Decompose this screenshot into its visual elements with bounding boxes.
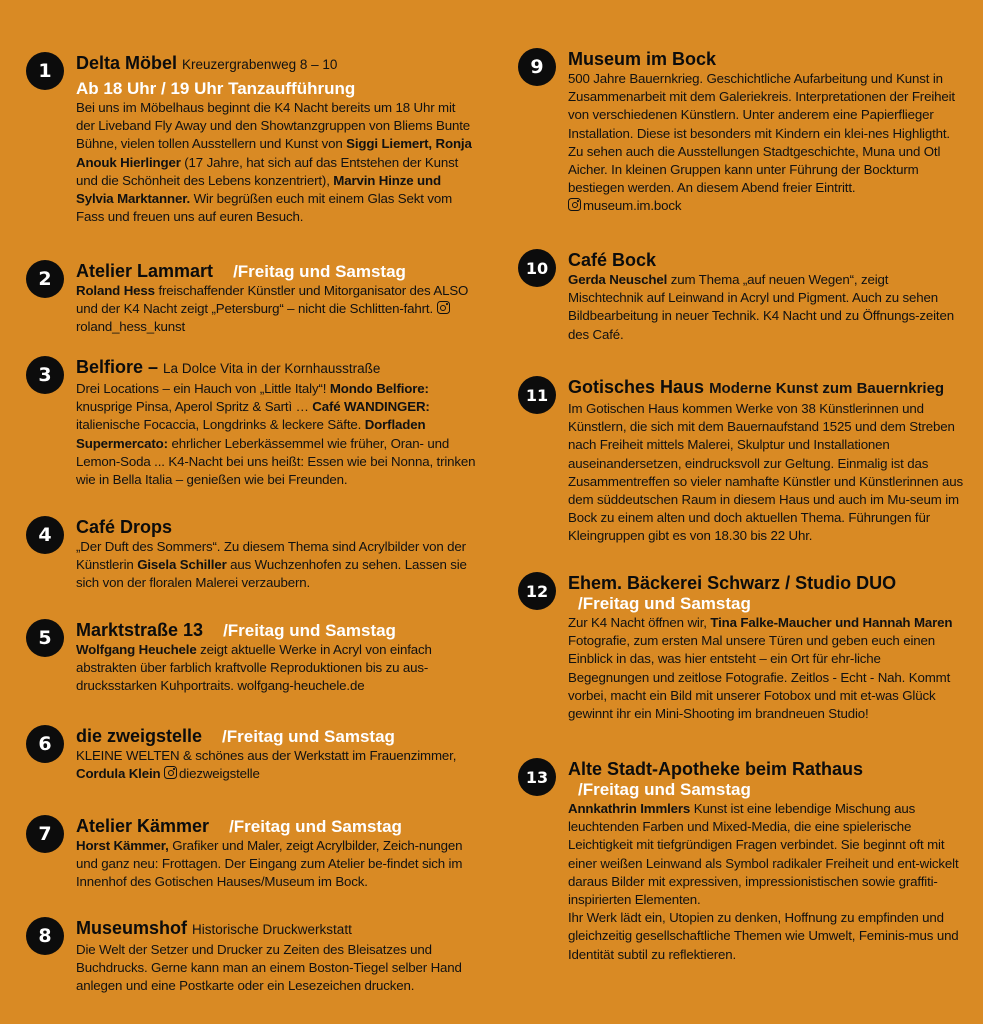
number-badge: 6 [26,725,64,763]
venue-title: Atelier Kämmer [76,816,210,836]
venue-subtitle: Moderne Kunst zum Bauernkrieg [709,380,945,397]
text: Ihr Werk lädt ein, Utopien zu denken, Hoffnung zu empfinden und gleichzeitig gesellschaftliche Themen wie Umwelt, Feminis-mus und Identität subtil zu reflektieren. [568,910,959,962]
venue-description [568,271,964,344]
venue-title: Marktstraße 13 [76,620,204,640]
text: Bei uns im Möbelhaus beginnt die K4 Nacht bereits um 18 Uhr mit der Liveband Fly Away und den Showtanzgruppen von Bliems Bunte Bühne, vielen tollen Ausstellern und Kunst von [76,100,471,152]
number-badge: 3 [26,356,64,394]
venue-description [76,837,476,892]
venue-heading [76,619,476,641]
venue-2 [38,260,476,337]
venue-9 [530,48,964,216]
venue-heading [76,725,476,747]
text: KLEINE WELTEN & schönes aus der Werkstatt im Frauenzimmer, [76,748,457,763]
text: 500 Jahre Bauernkrieg. Geschichtliche Aufarbeitung und Kunst in Zusammenarbeit mit dem Galeriekreis. Interpretationen der Freiheit von verschiedenen Künstlern. Unter anderem eine Papierflieger Installation. Diese ist besonders mit Kindern ein klei-nes Highligtht. Zu sehen auch die Ausstellungen Stadtgeschichte, Muna und Otl Aicher. In kleinen Gruppen kann unter Führung der Bockturm bestiegen werden. An diesem Abend freier Eintritt. [568,71,955,196]
venue-description [568,70,964,216]
venue-8 [38,917,476,996]
text: Grafiker und Maler, zeigt Acrylbilder, Zeich-nungen und ganz neu: Frottagen. Der Eingang zum Atelier be-findet sich im Innenhof des Gotischen Hauses/Museum im Bock. [76,838,463,890]
venue-heading [568,572,964,594]
venue-6 [38,725,476,783]
artist-name: Horst Kämmer, [76,838,169,853]
text: italienische Focaccia, Longdrinks & leckere Säfte. [76,417,365,433]
instagram-handle[interactable]: diezweigstelle [179,766,260,782]
venue-title: Ehem. Bäckerei Schwarz / Studio DUO [568,573,897,593]
venue-subtitle: Historische Druckwerkstatt [192,922,352,937]
venue-1 [38,52,476,226]
venue-description [76,538,476,593]
venue-title: Café Bock [568,250,657,270]
venue-title: Gotisches Haus [568,377,705,397]
venue-heading [76,516,476,538]
number-badge: 4 [26,516,64,554]
text: Im Gotischen Haus kommen Werke von 38 Künstlerinnen und Künstlern, die sich mit dem Bauernaufstand 1525 und dem Streben nach Freiheit mittels Malerei, Skulptur und Installationen auseinandersetzen, eindrucksvoll zur Geltung. Einmalig ist das Zusammentreffen so vieler namhafte Künstler und Künstlerinnen aus dem süddeutschen Raum in diesem Haus und auch im Mu-seum im Bock zu einem alten und doch aktuellen Thema. Führungen für Kleingruppen gibt es von 18.30 bis 22 Uhr. [568,401,964,544]
location-name: Café WANDINGER: [312,399,430,415]
number-badge: 10 [518,249,556,287]
text: Zur K4 Nacht öffnen wir, [568,615,711,630]
venue-tag: /Freitag und Samstag [578,780,751,799]
venue-12 [525,572,964,723]
venue-title: die zweigstelle [76,726,203,746]
location-name: Dorfladen Supermercato: [76,417,426,451]
number-badge: 2 [26,260,64,298]
venue-title: Belfiore – [76,357,159,377]
venue-7 [38,815,476,892]
text: zeigt aktuelle Werke in Acryl von einfach abstrakten über farblich kraftvolle Reproduktionen bis zu aus-drucksstarken Kuhportraits. wolfgang-heuchele.de [76,642,432,694]
text: knusprige Pinsa, Aperol Spritz & Sartì … [76,399,313,415]
number-badge: 7 [26,815,64,853]
venue-title: Atelier Lammart [76,261,214,281]
venue-address: Kreuzergrabenweg 8 – 10 [182,57,338,72]
text: Die Welt der Setzer und Drucker zu Zeiten des Bleisatzes und Buchdrucks. Gerne kann man an einem Boston-Tiegel selber Hand anlegen und eine Postkarte oder ein Lesezeichen drucken. [76,942,462,994]
number-badge: 13 [518,758,556,796]
venue-description [568,400,964,546]
venue-title: Alte Stadt-Apotheke beim Rathaus [568,759,864,779]
instagram-handle[interactable]: roland_hess_kunst [76,319,186,335]
text: zum Thema „auf neuen Wegen“, zeigt Mischtechnik auf Leinwand in Acryl und Pigment. Auch zu sehen Bildbearbeitung in neuer Technik. K4 Nacht und zu Öffnungs-zeiten des Café. [568,272,954,342]
venue-tag: /Freitag und Samstag [223,621,396,640]
venue-heading [76,917,476,941]
instagram-icon [568,198,581,211]
artist-name: Gerda Neuschel [568,272,668,287]
venue-description [76,282,476,337]
venue-tag: Ab 18 Uhr / 19 Uhr Tanzaufführung [76,79,356,98]
artist-names: Siggi Liemert, Ronja Anouk Hierlinger [76,136,472,170]
venue-heading [568,48,964,70]
text: Kunst ist eine lebendige Mischung aus leuchtenden Farben und Mixed-Media, die eine spielerische Leichtigkeit mit tiefgründigen Fragen verbindet. Sie beginnt oft mit einer weißen Leinwand als Symbol radikaler Freiheit und ent-wickelt daraus Bilder mit expressiven, impressionistischen sowie graffiti-inspirierten Elementen. [568,801,959,908]
venue-heading [76,260,476,282]
venue-title: Museumshof [76,918,188,938]
instagram-icon [437,301,450,314]
venue-heading [76,356,476,380]
artist-name: Gisela Schiller [137,557,227,573]
venue-description [76,941,476,996]
artist-name: Wolfgang Heuchele [76,642,197,657]
instagram-line [568,197,964,215]
text: (17 Jahre, hat sich auf das Entstehen der Kunst und die Schönheit des Lebens konzentriert), [76,154,459,188]
artist-name: Annkathrin Immlers [568,801,691,816]
venue-title: Museum im Bock [568,49,717,69]
venue-tag: /Freitag und Samstag [233,262,406,281]
venue-10 [525,249,964,344]
text: Wir begrüßen euch mit einem Glas Sekt vom Fass und freuen uns auf euren Besuch. [76,191,453,225]
number-badge: 9 [518,48,556,86]
artist-names: Marvin Hinze und Sylvia Marktanner. [76,172,441,207]
venue-4 [38,516,476,593]
venue-tag: /Freitag und Samstag [229,817,402,836]
venue-description [568,614,964,723]
number-badge: 5 [26,619,64,657]
number-badge: 8 [26,917,64,955]
venue-13 [525,758,964,964]
number-badge: 12 [518,572,556,610]
venue-heading [568,376,964,400]
venue-description [76,380,476,489]
venue-heading [76,52,476,76]
location-name: Mondo Belfiore: [329,381,429,396]
venue-description [76,641,476,696]
text: Drei Locations – ein Hauch von „Little Italy“! [76,381,330,396]
venue-tag: /Freitag und Samstag [578,594,751,613]
venue-description [76,747,476,783]
text: Fotografie, zum ersten Mal unsere Türen und geben euch einen Einblick in das, was hier entsteht – ein Ort für ehr-liche Begegnungen und zeitlose Fotografie. Zeitlos - Echt - Nah. Kommt vorbei, macht ein Bild mit unserer Fotobox und mit et-was Glück gewinnt ihr ein Mini-Shooting im brandneuen Studio! [568,633,951,722]
instagram-handle[interactable]: museum.im.bock [583,198,682,214]
venue-heading [568,249,964,271]
venue-5 [38,619,476,696]
artist-name: Cordula Klein [76,766,161,782]
number-badge: 1 [26,52,64,90]
venue-heading [76,815,476,837]
venue-heading [568,758,964,780]
text: ehrlicher Leberkässemmel wie früher, Oran- und Lemon-Soda ... K4-Nacht bei uns heißt: Essen wie bei Nonna, trinken wie in Bella Italia – genießen wie bei Freunden. [76,435,476,488]
venue-subtitle: La Dolce Vita in der Kornhausstraße [163,361,381,376]
venue-11 [525,376,964,546]
text: „Der Duft des Sommers“. Zu diesem Thema sind Acrylbilder von der Künstlerin [76,539,466,573]
venue-title: Café Drops [76,517,173,537]
venue-tag: /Freitag und Samstag [222,727,395,746]
venue-title: Delta Möbel [76,53,178,73]
number-badge: 11 [518,376,556,414]
venue-description [76,99,476,226]
artist-name: Roland Hess [76,283,155,298]
text: freischaffender Künstler und Mitorganisator des ALSO und der K4 Nacht zeigt „Petersburg“ – nicht die Schlitten-fahrt. [76,283,469,317]
artist-names: Tina Falke-Maucher und Hannah Maren [710,615,953,630]
venue-3 [38,356,476,489]
instagram-icon [164,766,177,779]
venue-description [568,800,964,964]
text: aus Wuchzenhofen zu sehen. Lassen sie sich von der floralen Malerei verzaubern. [76,557,467,591]
